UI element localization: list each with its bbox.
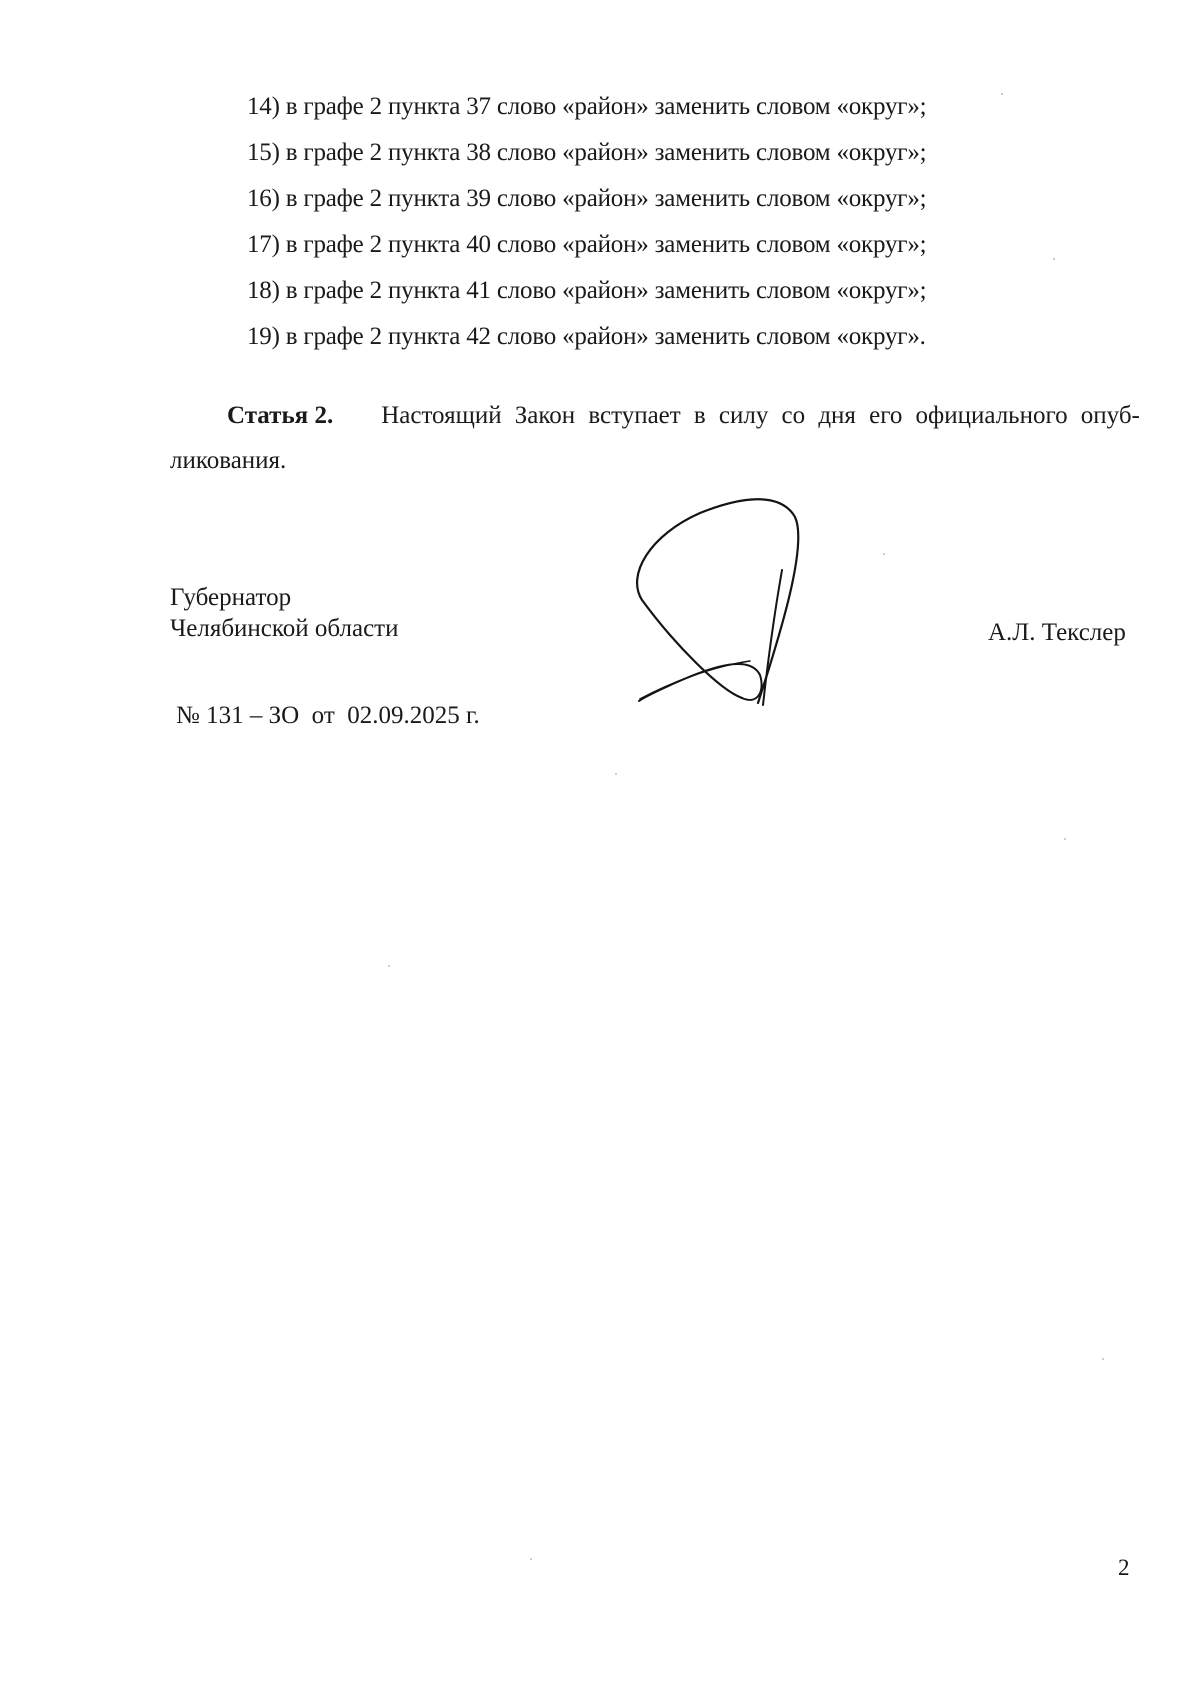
scan-speck bbox=[388, 965, 390, 967]
scan-speck bbox=[1102, 1358, 1104, 1360]
scan-speck bbox=[1001, 93, 1003, 95]
amendment-item: 16) в графе 2 пункта 39 слово «район» заменить словом «округ»; bbox=[247, 185, 927, 212]
document-number: № 131 – ЗО от 02.09.2025 г. bbox=[176, 702, 480, 729]
article-word: со bbox=[781, 402, 806, 429]
scan-speck bbox=[1064, 838, 1066, 840]
article-word: опуб- bbox=[1080, 402, 1140, 429]
amendment-item: 17) в графе 2 пункта 40 слово «район» заменить словом «округ»; bbox=[247, 231, 927, 258]
page-number: 2 bbox=[1118, 1555, 1130, 1580]
scan-speck bbox=[615, 773, 617, 775]
scan-speck bbox=[1053, 258, 1055, 260]
article-word: Настоящий bbox=[381, 402, 502, 429]
amendment-item: 15) в графе 2 пункта 38 слово «район» заменить словом «округ»; bbox=[247, 139, 927, 166]
signatory-title-line1: Губернатор bbox=[170, 584, 292, 611]
scan-speck bbox=[530, 1558, 532, 1560]
article-word: вступает bbox=[588, 402, 681, 429]
article-2 bbox=[170, 393, 1140, 483]
scan-speck bbox=[883, 553, 885, 555]
article-word: дня bbox=[818, 402, 856, 429]
signatory-name: А.Л. Текслер bbox=[988, 619, 1126, 646]
article-first-line bbox=[170, 393, 1140, 438]
article-text-line2: ликования. bbox=[170, 447, 287, 474]
article-word: силу bbox=[718, 402, 769, 429]
article-text-line1 bbox=[381, 393, 1140, 438]
signatory-title-line2: Челябинской области bbox=[170, 615, 399, 642]
article-word: в bbox=[693, 402, 706, 429]
handwritten-signature bbox=[630, 495, 860, 710]
amendment-item: 19) в графе 2 пункта 42 слово «район» заменить словом «округ». bbox=[247, 323, 926, 350]
article-label: Статья 2. bbox=[227, 402, 334, 429]
article-word: официального bbox=[915, 402, 1068, 429]
amendment-item: 14) в графе 2 пункта 37 слово «район» заменить словом «округ»; bbox=[247, 93, 927, 120]
article-word: Закон bbox=[514, 402, 576, 429]
signatory-title bbox=[170, 582, 398, 644]
amendments-list bbox=[247, 84, 926, 360]
article-word: его bbox=[869, 402, 903, 429]
amendment-item: 18) в графе 2 пункта 41 слово «район» заменить словом «округ»; bbox=[247, 277, 927, 304]
